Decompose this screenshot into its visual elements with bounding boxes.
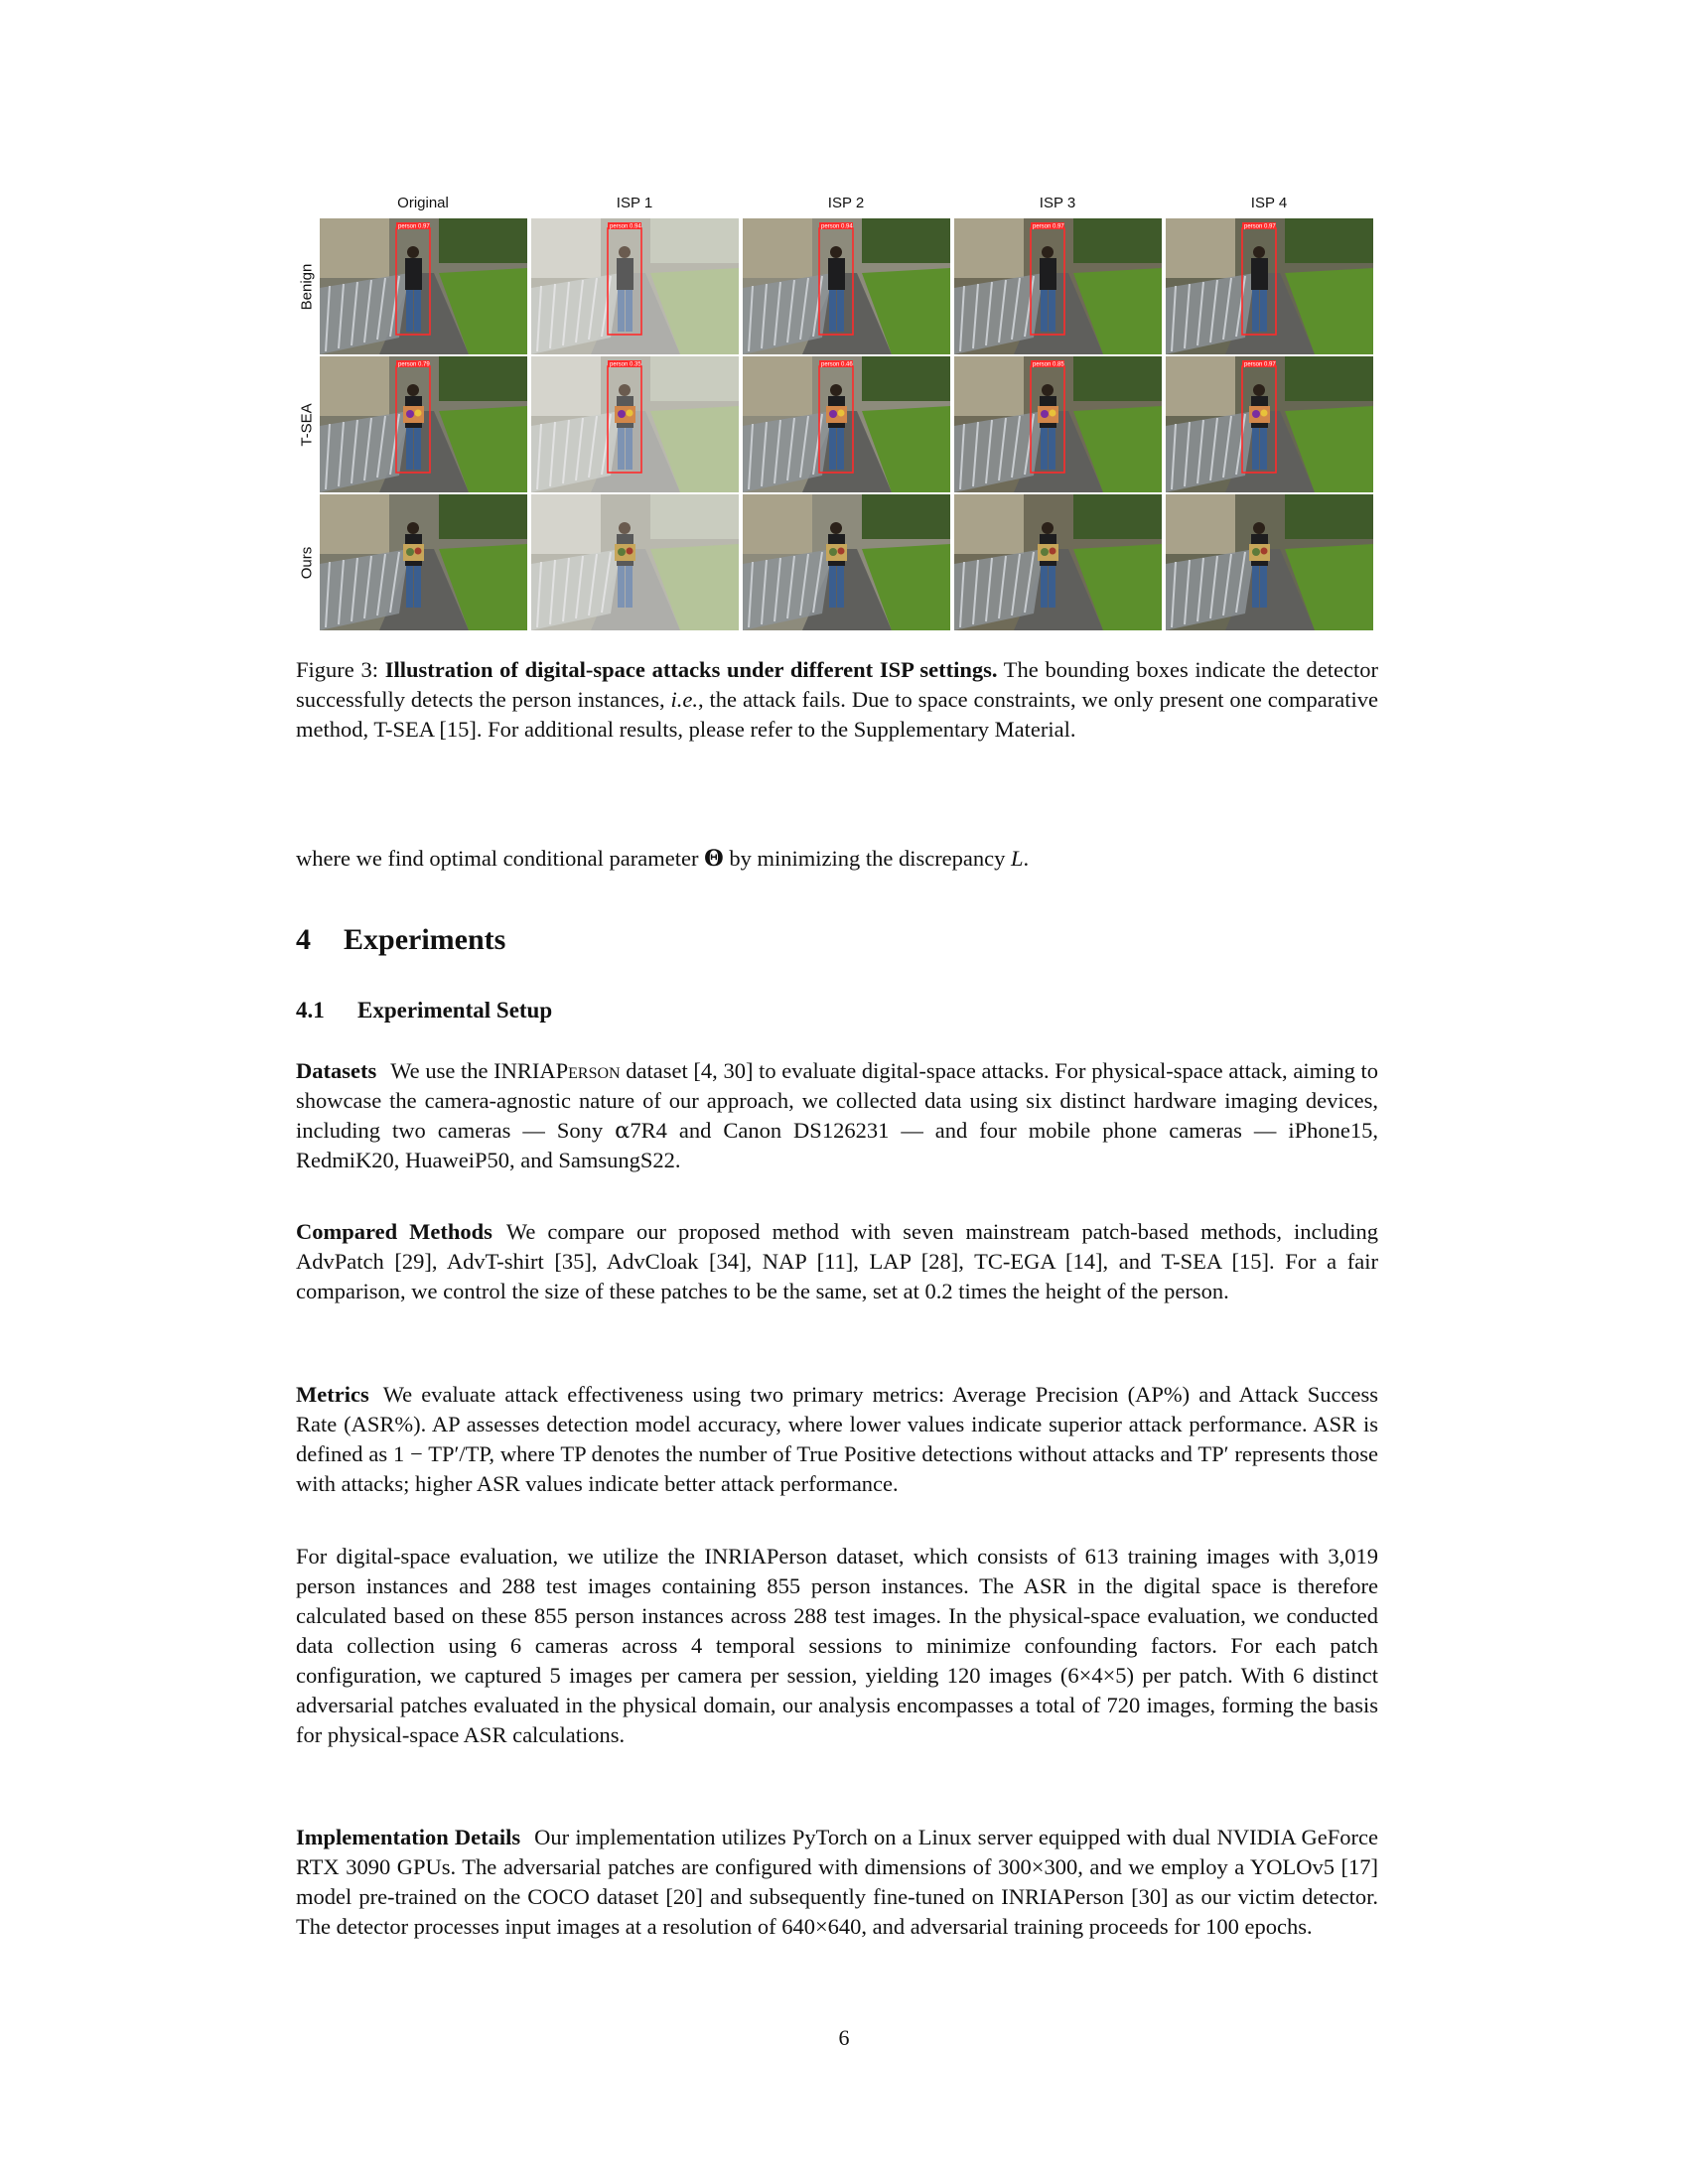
subsection-title: 4.1 Experimental Setup <box>296 998 553 1023</box>
caption-title: Illustration of digital-space attacks under different ISP settings. <box>384 657 998 682</box>
figure-cell-benign-5 <box>1166 218 1373 354</box>
col-header-isp1: ISP 1 <box>616 195 653 211</box>
figure-cell-tsea-1 <box>320 356 527 492</box>
svg-text:person 0.97: person 0.97 <box>1033 223 1064 230</box>
svg-text:person 0.35: person 0.35 <box>610 361 641 368</box>
paragraph-metrics: Metrics We evaluate attack effectiveness using two primary metrics: Average Precision (AP%) and Attack Success Rate (ASR%). AP assesses detection model accuracy, where lower values indicate superior attack performance. ASR is defined as 1 − TP′/TP, where TP denotes the number of True Positive detections without attacks and TP′ represents those with attacks; higher ASR values indicate better attack performance. <box>296 1382 1379 1496</box>
svg-text:person 0.46: person 0.46 <box>821 361 853 368</box>
paragraph-implementation: Implementation Details Our implementation utilizes PyTorch on a Linux server equipped with dual NVIDIA GeForce RTX 3090 GPUs. The adversarial patches are configured with dimensions of 300×300, and we employ a YOLOv5 [17] model pre-trained on the COCO dataset [20] and subsequently fine-tuned on INRIAPerson [30] as our victim detector. The detector processes input images at a resolution of 640×640, and adversarial training proceeds for 100 epochs. <box>296 1825 1378 1939</box>
figure-cell-tsea-3 <box>743 356 950 492</box>
heading-implementation: Implementation Details <box>296 1825 521 1849</box>
row-label-tsea: T-SEA <box>298 402 316 447</box>
svg-text:person 0.97: person 0.97 <box>398 223 430 230</box>
figure-cell-ours-2 <box>531 494 739 630</box>
paragraph-datasets: Datasets We use the INRIAPerson dataset [4, 30] to evaluate digital-space attacks. For physical-space attack, aiming to showcase the camera-agnostic nature of our approach, we collected data using six distinct hardware imaging devices, including two cameras — Sony α7R4 and Canon DS126231 — and four mobile phone cameras — iPhone15, RedmiK20, HuaweiP50, and SamsungS22. <box>296 1058 1379 1172</box>
figure-cell-ours-3 <box>743 494 950 630</box>
row-label-ours: Ours <box>298 546 316 579</box>
figure-cell-ours-1 <box>320 494 527 630</box>
page-number: 6 <box>838 2025 850 2050</box>
paragraph-evaluation-protocol: For digital-space evaluation, we utilize the INRIAPerson dataset, which consists of 613 training images with 3,019 person instances and 288 test images containing 855 person instances. The ASR in the digital space is therefore calculated based on these 855 person instances across 288 test images. In the physical-space evaluation, we conducted data collection using 6 cameras across 4 temporal sessions to minimize confounding factors. For each patch configuration, we captured 5 images per camera per session, yielding 120 images (6×4×5) per patch. With 6 distinct adversarial patches evaluated in the physical domain, our analysis encompasses a total of 720 images, forming the basis for physical-space ASR calculations. <box>296 1544 1378 1747</box>
figure-cell-ours-4 <box>954 494 1162 630</box>
svg-text:person 0.79: person 0.79 <box>398 361 430 368</box>
section-title: 4 Experiments <box>296 923 506 956</box>
col-header-original: Original <box>397 195 449 211</box>
paragraph-compared-methods: Compared Methods We compare our proposed method with seven mainstream patch-based methods, including AdvPatch [29], AdvT-shirt [35], AdvCloak [34], NAP [11], LAP [28], TC-EGA [14], and T-SEA [15]. For a fair comparison, we control the size of these patches to be the same, set at 0.2 times the height of the person. <box>296 1219 1379 1303</box>
figure-cell-benign-3 <box>743 218 950 354</box>
row-label-benign: Benign <box>298 263 316 310</box>
figure-cell-benign-2 <box>531 218 739 354</box>
svg-text:person 0.85: person 0.85 <box>1033 361 1064 368</box>
intro-sentence: where we find optimal conditional parameter Θ by minimizing the discrepancy L. <box>296 846 1030 872</box>
col-header-isp3: ISP 3 <box>1039 195 1076 211</box>
figure-cell-benign-1 <box>320 218 527 354</box>
heading-metrics: Metrics <box>296 1382 369 1407</box>
figure-column-headers <box>320 195 1378 214</box>
figure-caption: Figure 3: Illustration of digital-space attacks under different ISP settings. The bounding boxes indicate the detector successfully detects the person instances, i.e., the attack fails. Due to space constraints, we only present one comparative method, T-SEA [15]. For additional results, please refer to the Supplementary Material. <box>296 657 1379 742</box>
col-header-isp2: ISP 2 <box>827 195 865 211</box>
figure-cell-ours-5 <box>1166 494 1373 630</box>
figure-cell-tsea-4 <box>954 356 1162 492</box>
svg-text:person 0.97: person 0.97 <box>1244 361 1276 368</box>
heading-compared-methods: Compared Methods <box>296 1219 492 1244</box>
svg-text:person 0.97: person 0.97 <box>1244 223 1276 230</box>
svg-text:person 0.94: person 0.94 <box>610 223 641 230</box>
figure-cell-tsea-5 <box>1166 356 1373 492</box>
caption-label: Figure 3: <box>296 657 378 682</box>
svg-text:person 0.94: person 0.94 <box>821 223 853 230</box>
figure-cell-benign-4 <box>954 218 1162 354</box>
heading-datasets: Datasets <box>296 1058 377 1083</box>
col-header-isp4: ISP 4 <box>1250 195 1288 211</box>
figure-cell-tsea-2 <box>531 356 739 492</box>
asr-formula: 1 − TP′/TP <box>392 1441 490 1466</box>
